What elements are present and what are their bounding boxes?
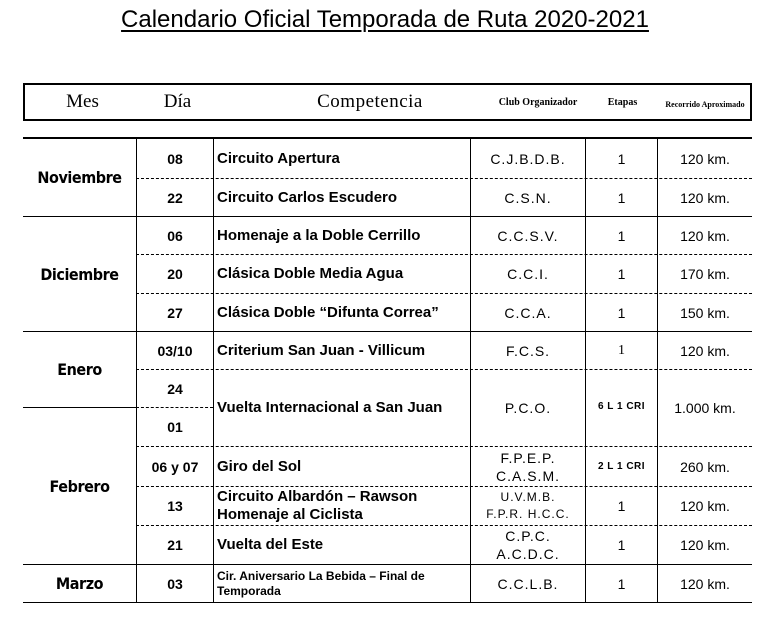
- row-etapas: 2 L 1 CRI: [597, 461, 646, 472]
- row-competencia: Circuito Apertura: [217, 149, 340, 167]
- row-etapas: 1: [617, 150, 626, 167]
- month-diciembre: Diciembre: [40, 264, 119, 284]
- row-competencia: Vuelta Internacional a San Juan: [217, 399, 443, 416]
- row-day: 06 y 07: [151, 458, 199, 475]
- month-febrero: Febrero: [49, 476, 110, 496]
- row-competencia: Circuito Albardón – Rawson Homenaje al Ciclista: [217, 488, 418, 523]
- row-recorrido: 120 km.: [680, 498, 730, 514]
- row-club: C.C.I.: [507, 266, 549, 282]
- row-etapas: 1: [617, 189, 626, 206]
- row-club: C.S.N.: [504, 189, 552, 206]
- row-recorrido: 120 km.: [680, 227, 730, 244]
- row-competencia: Cir. Aniversario La Bebida – Final de Temporada: [217, 568, 425, 598]
- page-title: Calendario Oficial Temporada de Ruta 2020-2021: [121, 6, 649, 33]
- row-club: F.P.E.P. C.A.S.M.: [495, 449, 560, 484]
- row-etapas: 1: [617, 266, 626, 282]
- row-competencia: Criterium San Juan - Villicum: [217, 341, 426, 359]
- row-club: C.J.B.D.B.: [490, 150, 566, 167]
- row-day: 27: [167, 304, 183, 321]
- row-competencia: Circuito Carlos Escudero: [217, 188, 398, 206]
- row-club: C.C.A.: [504, 304, 552, 321]
- row-club: U.V.M.B. F.P.R. H.C.C.: [486, 490, 570, 521]
- row-day: 13: [167, 498, 183, 514]
- row-etapas: 1: [617, 227, 626, 244]
- row-recorrido: 120 km.: [680, 575, 730, 592]
- row-club: C.C.L.B.: [497, 575, 559, 592]
- row-recorrido: 170 km.: [680, 266, 730, 282]
- row-competencia: Giro del Sol: [217, 457, 302, 475]
- row-etapas: 1: [617, 304, 626, 321]
- row-day: 20: [167, 266, 183, 282]
- row-club: P.C.O.: [504, 400, 552, 416]
- row-recorrido: 120 km.: [680, 342, 730, 359]
- month-noviembre: Noviembre: [37, 168, 122, 187]
- row-competencia: Clásica Doble “Difunta Correa”: [217, 303, 439, 321]
- row-day: 06: [167, 227, 183, 244]
- row-club: F.C.S.: [505, 342, 551, 359]
- row-etapas: 1: [618, 342, 625, 358]
- row-competencia: Vuelta del Este: [217, 536, 324, 553]
- row-recorrido: 1.000 km.: [674, 400, 736, 416]
- row-recorrido: 150 km.: [680, 304, 730, 321]
- row-day: 21: [167, 537, 183, 553]
- row-etapas: 1: [617, 498, 626, 514]
- header-competencia: Competencia: [317, 91, 423, 112]
- row-day: 03/10: [157, 342, 193, 359]
- month-enero: Enero: [57, 360, 102, 379]
- row-etapas: 1: [617, 537, 626, 553]
- row-day: 22: [167, 189, 183, 206]
- row-competencia: Clásica Doble Media Agua: [217, 265, 404, 282]
- row-competencia: Homenaje a la Doble Cerrillo: [217, 226, 421, 244]
- row-etapas: 6 L 1 CRI: [597, 400, 646, 412]
- row-day: 03: [167, 575, 183, 592]
- row-day: 08: [167, 150, 183, 167]
- row-recorrido: 120 km.: [680, 189, 730, 206]
- month-marzo: Marzo: [55, 574, 104, 593]
- row-recorrido: 260 km.: [680, 458, 730, 475]
- header-etapas: Etapas: [607, 96, 638, 108]
- header-club: Club Organizador: [498, 96, 578, 108]
- row-club: C.C.S.V.: [497, 227, 559, 244]
- header-recorrido: Recorrido Aproximado: [665, 99, 745, 109]
- row-day-2: 01: [167, 419, 183, 435]
- row-day: 24: [167, 380, 183, 397]
- table-bottom-border: [23, 602, 752, 603]
- row-etapas: 1: [617, 575, 626, 592]
- header-dia: Día: [163, 91, 192, 112]
- row-recorrido: 120 km.: [680, 537, 730, 553]
- table-header: [23, 83, 752, 121]
- row-club: C.P.C. A.C.D.C.: [496, 528, 560, 562]
- header-mes: Mes: [66, 91, 99, 112]
- row-recorrido: 120 km.: [680, 150, 730, 167]
